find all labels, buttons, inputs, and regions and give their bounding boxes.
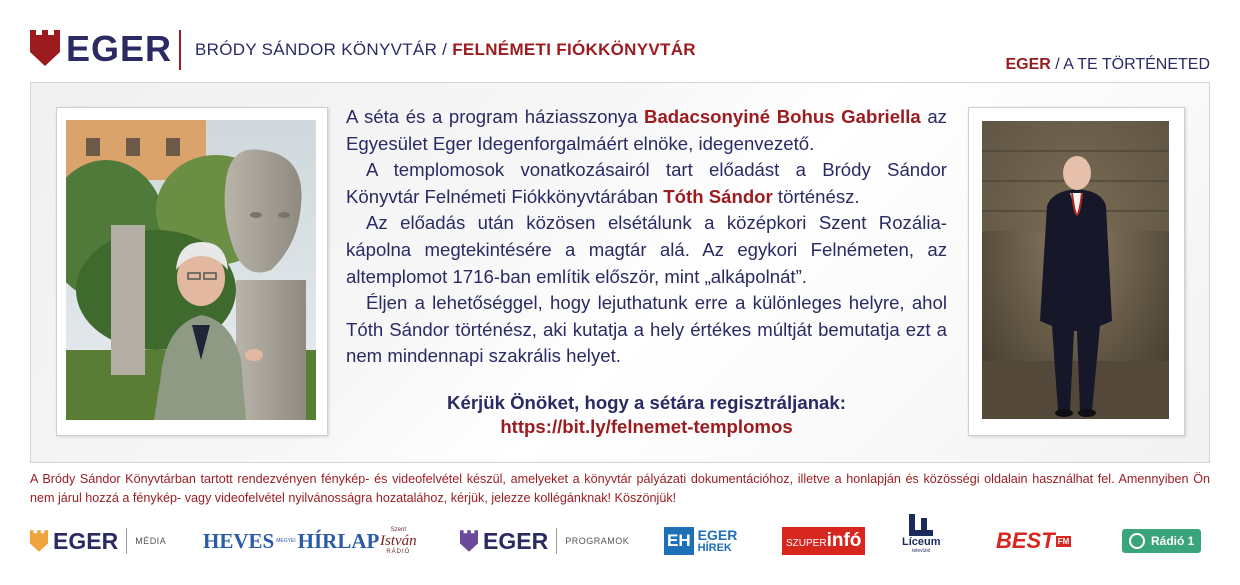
- eger-media-mark-icon: [30, 529, 48, 553]
- eger-programok-mark-icon: [460, 529, 478, 553]
- paragraph-walk: Az előadás után közösen elsétálunk a középkori Szent Rozália-kápolna megtekintésére a magtár alá. Az egykori Felnémeten, az altemplomot 1716-ban említik először, mint „alkápolnát”.: [346, 212, 947, 287]
- sponsor-radio1: Rádió 1: [1122, 523, 1201, 559]
- header-divider: [179, 30, 181, 70]
- registration-link[interactable]: https://bit.ly/felnemet-templomos: [500, 416, 793, 437]
- sponsor-best-fm: BEST FM: [996, 528, 1070, 553]
- liceum-mark-icon: [907, 514, 935, 536]
- lecturer-name: Tóth Sándor: [663, 185, 773, 207]
- library-name: [195, 40, 696, 60]
- sponsor-istvan-radio: Szent István RÁDIÓ: [380, 526, 417, 555]
- branch-label: FELNÉMETI FIÓKKÖNYVTÁR: [452, 40, 696, 59]
- paragraph-host: A séta és a program háziasszonya Badacsonyiné Bohus Gabriella az Egyesület Eger Idegenforgalmáért elnöke, idegenvezető.: [346, 106, 947, 154]
- host-name: Badacsonyiné Bohus Gabriella: [644, 106, 921, 127]
- photo-man-in-crypt: [982, 121, 1169, 419]
- registration-prompt: Kérjük Önöket, hogy a sétára regisztráljanak:: [447, 392, 846, 413]
- sponsor-liceum-tv: Líceum televízió: [902, 514, 941, 564]
- photo-disclaimer: A Bródy Sándor Könyvtárban tartott rendezvényen fénykép- és videofelvétel készül, amelyeket a könyvtár pályázati dokumentációhoz, illetve a honlapján és közösségi oldalain használhat fel. Amennyiben Ön nem járul hozzá a fénykép- vagy videofelvétel nyilvánosságra hozatalához, kérjük, jelezze kollégánknak! Köszönjük!: [30, 472, 1210, 505]
- event-description: [346, 104, 947, 370]
- sponsor-eger-programok: EGER PROGRAMOK: [460, 523, 629, 559]
- sponsor-szuperinfo: SZUPER infó: [782, 523, 865, 559]
- eger-logo-text: EGER: [66, 28, 173, 69]
- library-label: BRÓDY SÁNDOR KÖNYVTÁR /: [195, 40, 453, 59]
- radio1-mark-icon: [1129, 533, 1145, 549]
- slogan: EGER / A TE TÖRTÉNETED: [1005, 56, 1210, 73]
- eger-logo-mark: [30, 30, 60, 66]
- paragraph-lecture: A templomosok vonatkozásairól tart előadást a Bródy Sándor Könyvtár Felnémeti Fiókkönyvtárában Tóth Sándor történész.: [346, 159, 947, 207]
- sponsor-eger-media: EGER MÉDIA: [30, 523, 166, 559]
- sponsor-heves-hirlap: HEVES MEGYEI HÍRLAP: [203, 528, 380, 553]
- paragraph-opportunity: Éljen a lehetőséggel, hogy lejuthatunk erre a különleges helyre, ahol Tóth Sándor történész, aki kutatja a hely értékes múltját bemutatja ezt a nem mindennapi szakrális helyet.: [346, 292, 947, 367]
- sponsor-eger-hirek: EH EGER HÍREK: [664, 523, 737, 559]
- photo-woman-with-statue: [66, 120, 316, 420]
